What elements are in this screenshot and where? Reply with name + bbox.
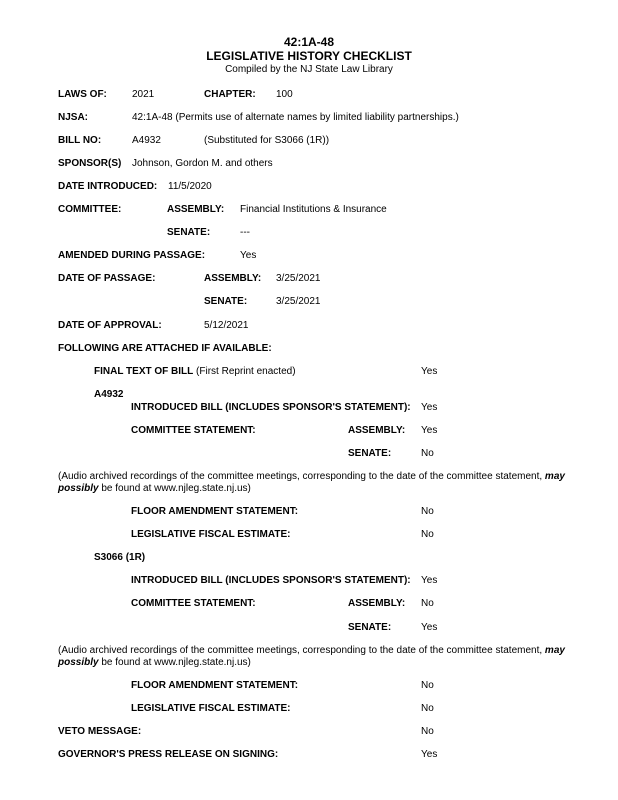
s3066-bill-heading: S3066 (1R) (94, 552, 146, 563)
a4932-floor-label: FLOOR AMENDMENT STATEMENT: (131, 506, 299, 517)
date-introduced-value: 11/5/2020 (168, 181, 212, 192)
committee-label: COMMITTEE: (58, 204, 122, 215)
veto-label: VETO MESSAGE: (58, 726, 142, 737)
audio-note-emphasis: may possibly (58, 471, 565, 494)
sponsors-value: Johnson, Gordon M. and others (132, 158, 273, 169)
s3066-assembly-value: No (421, 598, 434, 609)
a4932-senate-label: SENATE: (348, 448, 392, 459)
a4932-assembly-value: Yes (421, 425, 438, 436)
press-release-value: Yes (421, 749, 438, 760)
laws-of-label: LAWS OF: (58, 89, 107, 100)
subtitle: Compiled by the NJ State Law Library (225, 64, 393, 75)
bill-no-note: (Substituted for S3066 (1R)) (204, 135, 330, 146)
s3066-senate-label: SENATE: (348, 622, 392, 633)
committee-assembly-label: ASSEMBLY: (167, 204, 225, 215)
audio-note-text-end: be found at www.njleg.state.nj.us) (98, 657, 251, 668)
a4932-introduced-value: Yes (421, 402, 438, 413)
s3066-senate-value: Yes (421, 622, 438, 633)
passage-assembly-label: ASSEMBLY: (204, 273, 262, 284)
s3066-floor-label: FLOOR AMENDMENT STATEMENT: (131, 680, 299, 691)
audio-note-emphasis: may possibly (58, 645, 565, 668)
s3066-fiscal-label: LEGISLATIVE FISCAL ESTIMATE: (131, 703, 291, 714)
date-of-approval-value: 5/12/2021 (204, 320, 249, 331)
a4932-bill-heading: A4932 (94, 389, 124, 400)
s3066-committee-label: COMMITTEE STATEMENT: (131, 598, 256, 609)
chapter-label: CHAPTER: (204, 89, 256, 100)
final-text-value: Yes (421, 366, 438, 377)
date-introduced-label: DATE INTRODUCED: (58, 181, 158, 192)
press-release-label: GOVERNOR'S PRESS RELEASE ON SIGNING: (58, 749, 279, 760)
s3066-fiscal-value: No (421, 703, 434, 714)
laws-of-value: 2021 (132, 89, 155, 100)
passage-assembly-value: 3/25/2021 (276, 273, 321, 284)
njsa-value: 42:1A-48 (Permits use of alternate names by limited liability partnerships.) (132, 112, 459, 123)
bill-no-label: BILL NO: (58, 135, 102, 146)
date-of-approval-label: DATE OF APPROVAL: (58, 320, 162, 331)
passage-senate-value: 3/25/2021 (276, 296, 321, 307)
s3066-introduced-label: INTRODUCED BILL (INCLUDES SPONSOR'S STATEMENT): (131, 575, 411, 586)
page-title: LEGISLATIVE HISTORY CHECKLIST (206, 49, 412, 63)
s3066-assembly-label: ASSEMBLY: (348, 598, 406, 609)
a4932-fiscal-value: No (421, 529, 434, 540)
committee-senate-label: SENATE: (167, 227, 211, 238)
veto-value: No (421, 726, 434, 737)
final-text-note: (First Reprint enacted) (196, 366, 296, 377)
audio-note-text: (Audio archived recordings of the committee meetings, corresponding to the date of the committee statement, (58, 471, 545, 482)
audio-note-a4932 (58, 471, 603, 495)
a4932-assembly-label: ASSEMBLY: (348, 425, 406, 436)
amended-value: Yes (240, 250, 257, 261)
committee-assembly-value: Financial Institutions & Insurance (240, 204, 387, 215)
amended-label: AMENDED DURING PASSAGE: (58, 250, 206, 261)
njsa-label: NJSA: (58, 112, 89, 123)
audio-note-s3066 (58, 645, 603, 669)
audio-note-text: (Audio archived recordings of the committee meetings, corresponding to the date of the committee statement, (58, 645, 545, 656)
a4932-introduced-label: INTRODUCED BILL (INCLUDES SPONSOR'S STATEMENT): (131, 402, 411, 413)
date-of-passage-label: DATE OF PASSAGE: (58, 273, 156, 284)
final-text-label: FINAL TEXT OF BILL (94, 366, 194, 377)
a4932-floor-value: No (421, 506, 434, 517)
sponsors-label: SPONSOR(S) (58, 158, 122, 169)
chapter-value: 100 (276, 89, 293, 100)
citation-heading: 42:1A-48 (283, 35, 335, 49)
committee-senate-value: --- (240, 227, 250, 238)
a4932-committee-label: COMMITTEE STATEMENT: (131, 425, 256, 436)
passage-senate-label: SENATE: (204, 296, 248, 307)
audio-note-text-end: be found at www.njleg.state.nj.us) (98, 483, 251, 494)
attached-heading: FOLLOWING ARE ATTACHED IF AVAILABLE: (58, 343, 272, 354)
bill-no-value: A4932 (132, 135, 161, 146)
final-text-row (94, 366, 296, 378)
a4932-fiscal-label: LEGISLATIVE FISCAL ESTIMATE: (131, 529, 291, 540)
s3066-introduced-value: Yes (421, 575, 438, 586)
a4932-senate-value: No (421, 448, 434, 459)
s3066-floor-value: No (421, 680, 434, 691)
